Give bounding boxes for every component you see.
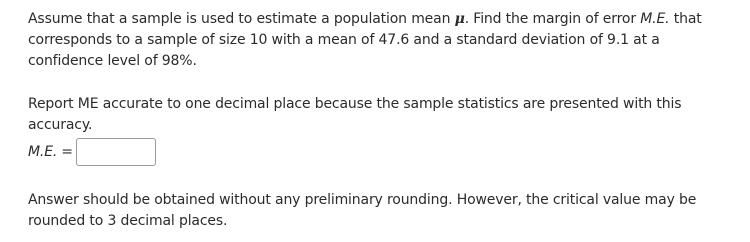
problem-text-part2: . Find the margin of error [464,11,641,27]
equals-sign: = [61,144,73,160]
problem-text-part3: that corresponds to a sample of size 10 with a mean of 47.6 and a standard deviation of 9.1 at a confidence level of 98%. [28,11,702,69]
me-abbreviation: M.E. [640,11,670,27]
me-label: M.E. [28,144,58,160]
rounding-note: Answer should be obtained without any preliminary rounding. However, the critical value may be rounded to 3 decimal places. [28,192,697,229]
mu-symbol: μ [454,11,465,27]
problem-statement [28,9,728,72]
answer-row [28,137,156,167]
rounding-instruction: Report ME accurate to one decimal place because the sample statistics are presented with this accuracy. [28,96,682,133]
problem-text-part1: Assume that a sample is used to estimate a population mean [28,11,455,27]
me-answer-input[interactable] [76,138,156,166]
